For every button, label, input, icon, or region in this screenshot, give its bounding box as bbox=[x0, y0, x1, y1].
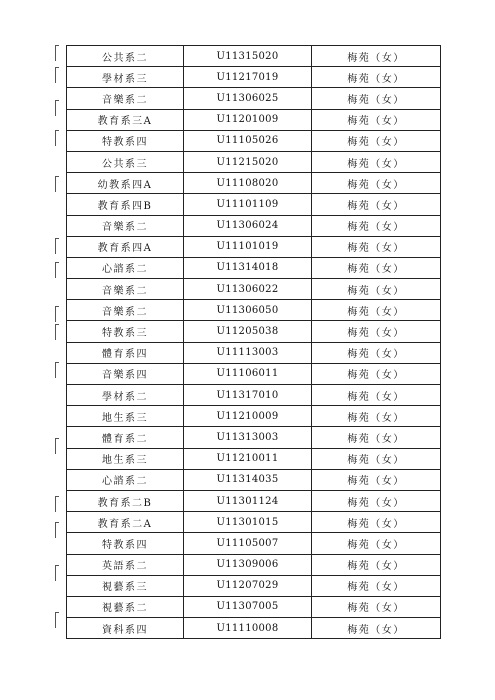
student-id-cell: U11317010 bbox=[184, 385, 312, 406]
table-row bbox=[67, 300, 441, 321]
table-row bbox=[67, 257, 441, 278]
table-row bbox=[67, 321, 441, 342]
department-cell: 教育系三A bbox=[67, 109, 184, 130]
table-row bbox=[67, 575, 441, 596]
student-id-cell: U11215020 bbox=[184, 151, 312, 172]
margin-mark bbox=[55, 324, 59, 340]
table-row bbox=[67, 554, 441, 575]
department-cell: 心諮系二 bbox=[67, 257, 184, 278]
department-cell: 心諮系二 bbox=[67, 469, 184, 490]
student-id-cell: U11306050 bbox=[184, 300, 312, 321]
dormitory-cell: 梅苑（女） bbox=[312, 490, 441, 511]
dormitory-cell: 梅苑（女） bbox=[312, 194, 441, 215]
dormitory-cell: 梅苑（女） bbox=[312, 342, 441, 363]
table-row bbox=[67, 385, 441, 406]
student-id-cell: U11314018 bbox=[184, 257, 312, 278]
dormitory-cell: 梅苑（女） bbox=[312, 448, 441, 469]
table-row bbox=[67, 512, 441, 533]
student-id-cell: U11314035 bbox=[184, 469, 312, 490]
dormitory-cell: 梅苑（女） bbox=[312, 533, 441, 554]
student-id-cell: U11101109 bbox=[184, 194, 312, 215]
margin-mark bbox=[55, 45, 59, 61]
student-id-cell: U11207029 bbox=[184, 575, 312, 596]
department-cell: 視藝系三 bbox=[67, 575, 184, 596]
student-id-cell: U11105026 bbox=[184, 130, 312, 151]
dormitory-cell: 梅苑（女） bbox=[312, 67, 441, 88]
margin-mark bbox=[55, 176, 59, 192]
dormitory-cell: 梅苑（女） bbox=[312, 406, 441, 427]
student-id-cell: U11301124 bbox=[184, 490, 312, 511]
student-id-cell: U11301015 bbox=[184, 512, 312, 533]
student-id-cell: U11105007 bbox=[184, 533, 312, 554]
student-id-cell: U11113003 bbox=[184, 342, 312, 363]
margin-mark bbox=[55, 522, 59, 538]
dormitory-cell: 梅苑（女） bbox=[312, 173, 441, 194]
department-cell: 特教系四 bbox=[67, 130, 184, 151]
department-cell: 音樂系二 bbox=[67, 279, 184, 300]
margin-mark bbox=[55, 612, 59, 628]
table-row bbox=[67, 490, 441, 511]
dormitory-cell: 梅苑（女） bbox=[312, 618, 441, 639]
dormitory-cell: 梅苑（女） bbox=[312, 236, 441, 257]
student-id-cell: U11210011 bbox=[184, 448, 312, 469]
department-cell: 公共系三 bbox=[67, 151, 184, 172]
table-row bbox=[67, 618, 441, 639]
student-id-cell: U11309006 bbox=[184, 554, 312, 575]
department-cell: 地生系三 bbox=[67, 448, 184, 469]
table-row bbox=[67, 215, 441, 236]
dormitory-cell: 梅苑（女） bbox=[312, 596, 441, 617]
margin-mark bbox=[55, 130, 59, 146]
dormitory-cell: 梅苑（女） bbox=[312, 385, 441, 406]
margin-mark bbox=[55, 565, 59, 581]
department-cell: 教育系四A bbox=[67, 236, 184, 257]
department-cell: 幼教系四A bbox=[67, 173, 184, 194]
table-body bbox=[67, 46, 441, 639]
dormitory-cell: 梅苑（女） bbox=[312, 321, 441, 342]
table-row bbox=[67, 194, 441, 215]
department-cell: 公共系二 bbox=[67, 46, 184, 67]
table-row bbox=[67, 469, 441, 490]
table-row bbox=[67, 173, 441, 194]
table-row bbox=[67, 406, 441, 427]
table-row bbox=[67, 363, 441, 384]
table-row bbox=[67, 109, 441, 130]
dormitory-cell: 梅苑（女） bbox=[312, 427, 441, 448]
department-cell: 音樂系二 bbox=[67, 300, 184, 321]
table-row bbox=[67, 88, 441, 109]
student-id-cell: U11307005 bbox=[184, 596, 312, 617]
table-row bbox=[67, 342, 441, 363]
dormitory-cell: 梅苑（女） bbox=[312, 88, 441, 109]
dormitory-cell: 梅苑（女） bbox=[312, 46, 441, 67]
student-id-cell: U11101019 bbox=[184, 236, 312, 257]
table-row bbox=[67, 46, 441, 67]
table-row bbox=[67, 427, 441, 448]
student-id-cell: U11201009 bbox=[184, 109, 312, 130]
margin-mark bbox=[55, 238, 59, 254]
student-id-cell: U11313003 bbox=[184, 427, 312, 448]
student-id-cell: U11106011 bbox=[184, 363, 312, 384]
margin-mark bbox=[55, 496, 59, 512]
margin-mark bbox=[55, 100, 59, 116]
student-id-cell: U11108020 bbox=[184, 173, 312, 194]
department-cell: 特教系四 bbox=[67, 533, 184, 554]
department-cell: 學材系三 bbox=[67, 67, 184, 88]
department-cell: 視藝系二 bbox=[67, 596, 184, 617]
table-row bbox=[67, 236, 441, 257]
dormitory-cell: 梅苑（女） bbox=[312, 512, 441, 533]
dormitory-cell: 梅苑（女） bbox=[312, 130, 441, 151]
department-cell: 教育系二A bbox=[67, 512, 184, 533]
dormitory-cell: 梅苑（女） bbox=[312, 215, 441, 236]
department-cell: 音樂系四 bbox=[67, 363, 184, 384]
table-row bbox=[67, 448, 441, 469]
student-id-cell: U11306025 bbox=[184, 88, 312, 109]
dormitory-cell: 梅苑（女） bbox=[312, 554, 441, 575]
department-cell: 體育系二 bbox=[67, 427, 184, 448]
table-row bbox=[67, 151, 441, 172]
table-row bbox=[67, 533, 441, 554]
margin-mark bbox=[55, 262, 59, 278]
department-cell: 體育系四 bbox=[67, 342, 184, 363]
margin-mark bbox=[55, 362, 59, 378]
student-id-cell: U11110008 bbox=[184, 618, 312, 639]
student-id-cell: U11205038 bbox=[184, 321, 312, 342]
dormitory-cell: 梅苑（女） bbox=[312, 469, 441, 490]
department-cell: 學材系二 bbox=[67, 385, 184, 406]
table-row bbox=[67, 596, 441, 617]
dormitory-cell: 梅苑（女） bbox=[312, 109, 441, 130]
department-cell: 地生系三 bbox=[67, 406, 184, 427]
margin-mark bbox=[55, 438, 59, 454]
student-id-cell: U11306022 bbox=[184, 279, 312, 300]
student-id-cell: U11315020 bbox=[184, 46, 312, 67]
dormitory-cell: 梅苑（女） bbox=[312, 300, 441, 321]
department-cell: 英語系二 bbox=[67, 554, 184, 575]
dormitory-cell: 梅苑（女） bbox=[312, 151, 441, 172]
dormitory-cell: 梅苑（女） bbox=[312, 257, 441, 278]
dorm-assignment-table bbox=[66, 45, 441, 639]
department-cell: 音樂系二 bbox=[67, 215, 184, 236]
student-id-cell: U11306024 bbox=[184, 215, 312, 236]
margin-mark bbox=[55, 306, 59, 322]
margin-mark bbox=[55, 67, 59, 83]
student-id-cell: U11217019 bbox=[184, 67, 312, 88]
dormitory-cell: 梅苑（女） bbox=[312, 363, 441, 384]
table-row bbox=[67, 279, 441, 300]
department-cell: 資科系四 bbox=[67, 618, 184, 639]
student-id-cell: U11210009 bbox=[184, 406, 312, 427]
department-cell: 教育系二B bbox=[67, 490, 184, 511]
department-cell: 音樂系二 bbox=[67, 88, 184, 109]
table-row bbox=[67, 67, 441, 88]
table-row bbox=[67, 130, 441, 151]
department-cell: 教育系四B bbox=[67, 194, 184, 215]
department-cell: 特教系三 bbox=[67, 321, 184, 342]
dormitory-cell: 梅苑（女） bbox=[312, 279, 441, 300]
dormitory-cell: 梅苑（女） bbox=[312, 575, 441, 596]
